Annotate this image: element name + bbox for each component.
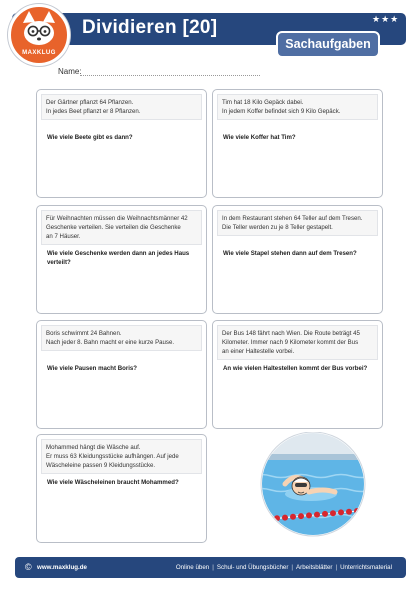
- task-text: Der Bus 148 fährt nach Wien. Die Route beträgt 45 Kilometer. Immer nach 9 Kilometer kommt der Bus an einer Haltestelle vorbei.: [217, 325, 378, 360]
- task-question: Wie viele Stapel stehen dann auf dem Tresen?: [223, 250, 357, 257]
- logo-text: MAXKLUG: [22, 50, 56, 56]
- task-question: Wie viele Wäscheleinen braucht Mohammed?: [47, 479, 179, 486]
- separator: |: [335, 564, 338, 571]
- footer-link-online[interactable]: Online üben: [175, 564, 210, 571]
- task-text: Tim hat 18 Kilo Gepäck dabei. In jedem Koffer befindet sich 9 Kilo Gepäck.: [217, 94, 378, 120]
- difficulty-stars: ★★★: [372, 14, 400, 24]
- footer-link-worksheets[interactable]: Arbeitsblätter: [296, 564, 333, 571]
- task-question: Wie viele Beete gibt es dann?: [47, 134, 133, 141]
- task-question: Wie viele Geschenke werden dann an jedes Haus verteilt?: [47, 250, 190, 266]
- footer-links: [176, 564, 392, 571]
- separator: |: [212, 564, 214, 571]
- category-badge: Sachaufgaben: [276, 31, 380, 58]
- footer-link-books[interactable]: Schul- und Übungsbücher: [216, 564, 289, 571]
- task-question: An wie vielen Haltestellen kommt der Bus vorbei?: [223, 365, 368, 372]
- task-card-5: [36, 320, 207, 429]
- footer-bar: [15, 557, 406, 578]
- task-text: Boris schwimmt 24 Bahnen. Nach jeder 8. Bahn macht er eine kurze Pause.: [41, 325, 202, 351]
- task-question: Wie viele Koffer hat Tim?: [223, 134, 296, 141]
- task-card-3: [36, 205, 207, 314]
- task-text: In dem Restaurant stehen 64 Teller auf dem Tresen. Die Teller werden zu je 8 Teller gestapelt.: [217, 210, 378, 236]
- task-text: Der Gärtner pflanzt 64 Pflanzen. In jedes Beet pflanzt er 8 Pflanzen.: [41, 94, 202, 120]
- task-question: Wie viele Pausen macht Boris?: [47, 365, 138, 372]
- page-title: Dividieren [20]: [82, 17, 218, 38]
- task-card-1: [36, 89, 207, 198]
- task-card-4: [212, 205, 383, 314]
- task-text: Für Weihnachten müssen die Weihnachtsmänner 42 Geschenke verteilen. Sie verteilen die Geschenke an 7 Häuser.: [41, 210, 202, 245]
- maxklug-logo: [8, 4, 70, 66]
- task-text: Mohammed hängt die Wäsche auf. Er muss 63 Kleidungsstücke aufhängen. Auf jede Wäscheleine passen 9 Kleidungsstücke.: [41, 439, 202, 474]
- footer-link-material[interactable]: Unterrichtsmaterial: [340, 564, 392, 571]
- task-card-2: [212, 89, 383, 198]
- task-card-7: [36, 434, 207, 543]
- name-line: [80, 75, 260, 76]
- name-label: Name:: [58, 67, 82, 76]
- separator: |: [291, 564, 293, 571]
- task-card-6: [212, 320, 383, 429]
- swimmer-illustration: [251, 432, 375, 537]
- copyright-icon: ©: [25, 562, 32, 572]
- footer-website-link[interactable]: www.maxklug.de: [37, 564, 87, 571]
